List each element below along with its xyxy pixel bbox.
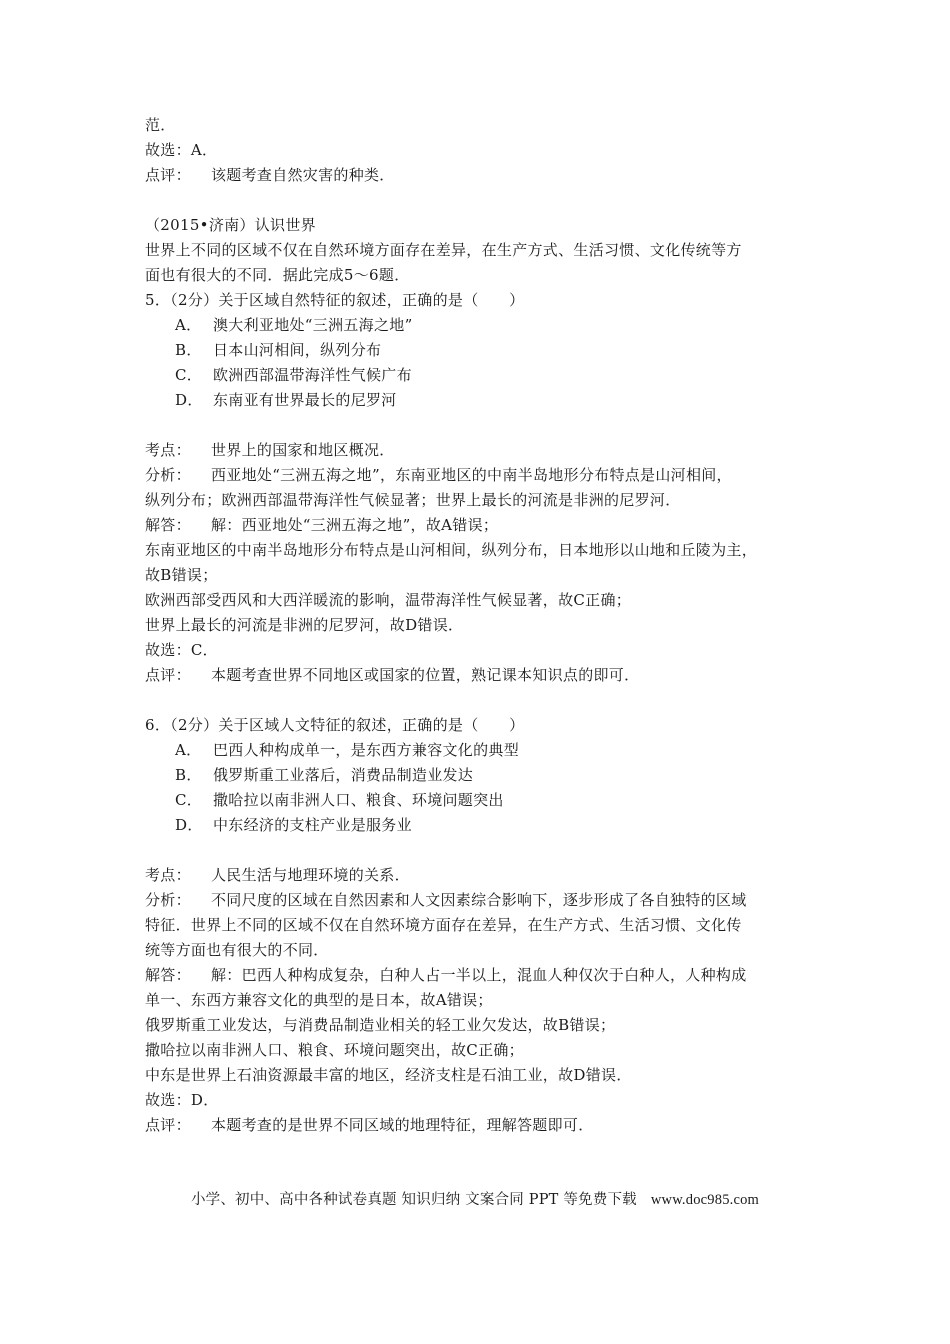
comment-text: 该题考查自然灾害的种类． (211, 166, 395, 184)
jieda-text: 解：巴西人种构成复杂，白种人占一半以上，混血人种仅次于白种人，人种构成 (211, 966, 747, 984)
answer-label: 故选： (145, 1091, 191, 1109)
q6-comment-line (145, 1113, 825, 1138)
comment-line (145, 163, 825, 188)
fenxi-text: 西亚地处“三洲五海之地”，东南亚地区的中南半岛地形分布特点是山河相间， (211, 466, 732, 484)
answer-value: C． (190, 641, 218, 659)
option-text: 中东经济的支柱产业是服务业 (213, 816, 412, 834)
q5-jieda-continued: 欧洲西部受西风和大西洋暖流的影响，温带海洋性气候显著，故C正确； (145, 591, 632, 609)
option-text: 澳大利亚地处“三洲五海之地” (213, 316, 413, 334)
q6-kaodian-line (145, 863, 825, 888)
option-letter: D． (175, 816, 203, 834)
footer-url[interactable]: www.doc985.com (650, 1192, 760, 1208)
option-letter: A． (175, 741, 202, 759)
jieda-label: 解答： (145, 516, 191, 534)
jieda-label: 解答： (145, 966, 191, 984)
q6-fenxi-continued: 统等方面也有很大的不同． (145, 941, 329, 959)
fenxi-label: 分析： (145, 891, 191, 909)
option-text: 巴西人种构成单一，是东西方兼容文化的典型 (213, 741, 520, 759)
comment-text: 本题考查世界不同地区或国家的位置，熟记课本知识点的即可． (211, 666, 640, 684)
q6-jieda-continued: 中东是世界上石油资源最丰富的地区，经济支柱是石油工业，故D错误． (145, 1066, 632, 1084)
q5-fenxi-continued: 纵列分布；欧洲西部温带海洋性气候显著；世界上最长的河流是非洲的尼罗河． (145, 491, 681, 509)
kaodian-text: 人民生活与地理环境的关系． (211, 866, 410, 884)
option-letter: A． (175, 316, 202, 334)
option-text: 日本山河相间，纵列分布 (213, 341, 382, 359)
question-5-option-d (145, 388, 825, 413)
footer-text: 小学、初中、高中各种试卷真题 知识归纳 文案合同 PPT 等免费下载 (190, 1192, 637, 1208)
comment-label: 点评： (145, 666, 191, 684)
option-letter: D． (175, 391, 203, 409)
q6-fenxi-continued: 特征．世界上不同的区域不仅在自然环境方面存在差异，在生产方式、生活习惯、文化传 (145, 916, 742, 934)
q5-jieda-continued: 世界上最长的河流是非洲的尼罗河，故D错误． (145, 616, 464, 634)
continued-text: 范． (145, 116, 176, 134)
fenxi-label: 分析： (145, 466, 191, 484)
question-6-stem: 6．（2分）关于区域人文特征的叙述，正确的是（ ） (145, 716, 525, 734)
q6-jieda-continued: 撒哈拉以南非洲人口、粮食、环境问题突出，故C正确； (145, 1041, 524, 1059)
answer-value: A． (190, 141, 218, 159)
spacer (145, 688, 825, 713)
page-footer (0, 1189, 950, 1211)
answer-value: D． (190, 1091, 219, 1109)
q6-jieda-continued: 俄罗斯重工业发达，与消费品制造业相关的轻工业欠发达，故B错误； (145, 1016, 616, 1034)
spacer (145, 413, 825, 438)
answer-line (145, 138, 825, 163)
q6-fenxi-line (145, 888, 825, 913)
kaodian-text: 世界上的国家和地区概况． (211, 441, 395, 459)
option-text: 东南亚有世界最长的尼罗河 (213, 391, 397, 409)
comment-label: 点评： (145, 166, 191, 184)
jieda-text: 解：西亚地处“三洲五海之地”，故A错误； (211, 516, 499, 534)
section-intro-line: 面也有很大的不同．据此完成5～6题． (145, 266, 410, 284)
option-text: 欧洲西部温带海洋性气候广布 (213, 366, 412, 384)
q5-jieda-continued: 故B错误； (145, 566, 218, 584)
q5-comment-line (145, 663, 825, 688)
question-6-option-c (145, 788, 825, 813)
comment-text: 本题考查的是世界不同区域的地理特征，理解答题即可． (211, 1116, 594, 1134)
q6-jieda-line (145, 963, 825, 988)
section-intro-line: 世界上不同的区域不仅在自然环境方面存在差异，在生产方式、生活习惯、文化传统等方 (145, 241, 742, 259)
section-source: （2015•济南）认识世界 (145, 216, 316, 234)
question-6-option-a (145, 738, 825, 763)
option-text: 撒哈拉以南非洲人口、粮食、环境问题突出 (213, 791, 504, 809)
q5-answer-line (145, 638, 825, 663)
q6-answer-line (145, 1088, 825, 1113)
question-5-option-b (145, 338, 825, 363)
q5-fenxi-line (145, 463, 825, 488)
q5-jieda-line (145, 513, 825, 538)
q5-jieda-continued: 东南亚地区的中南半岛地形分布特点是山河相间，纵列分布，日本地形以山地和丘陵为主， (145, 541, 758, 559)
fenxi-text: 不同尺度的区域在自然因素和人文因素综合影响下，逐步形成了各自独特的区域 (211, 891, 747, 909)
question-6-option-b (145, 763, 825, 788)
option-letter: B． (175, 766, 202, 784)
spacer (145, 838, 825, 863)
question-5-option-a (145, 313, 825, 338)
option-text: 俄罗斯重工业落后，消费品制造业发达 (213, 766, 474, 784)
question-5-option-c (145, 363, 825, 388)
kaodian-label: 考点： (145, 866, 191, 884)
document-page (145, 113, 825, 1138)
q5-kaodian-line (145, 438, 825, 463)
answer-label: 故选： (145, 141, 191, 159)
option-letter: C． (175, 366, 203, 384)
comment-label: 点评： (145, 1116, 191, 1134)
spacer (145, 188, 825, 213)
option-letter: C． (175, 791, 203, 809)
kaodian-label: 考点： (145, 441, 191, 459)
question-5-stem: 5．（2分）关于区域自然特征的叙述，正确的是（ ） (145, 291, 525, 309)
q6-jieda-continued: 单一、东西方兼容文化的典型的是日本，故A错误； (145, 991, 493, 1009)
option-letter: B． (175, 341, 202, 359)
question-6-option-d (145, 813, 825, 838)
answer-label: 故选： (145, 641, 191, 659)
